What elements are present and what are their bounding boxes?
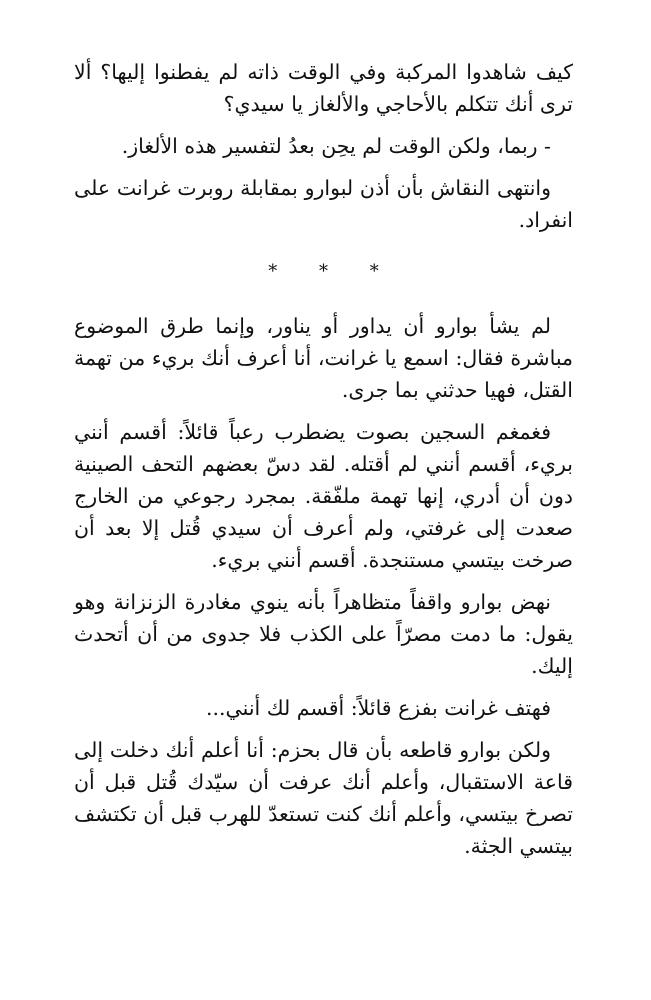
paragraph-5: فغمغم السجين بصوت يضطرب رعباً قائلاً: أقسم أنني بريء، أقسم أنني لم أقتله. لقد دسّ بعضهم التحف الصينية دون أن أدري، إنها تهمة ملفّقة. بمجرد رجوعي من الخارج صعدت إلى غرفتي، ولم أعرف أن سيدي قُتل إلا بعد أن صرخت بيتسي مستنجدة. أقسم أنني بريء. bbox=[74, 420, 573, 572]
paragraph-4: لم يشأ بوارو أن يداور أو يناور، وإنما طرق الموضوع مباشرة فقال: اسمع يا غرانت، أنا أعرف أنك بريء من تهمة القتل، فهيا حدثني بما جرى. bbox=[74, 314, 573, 402]
paragraph-1: كيف شاهدوا المركبة وفي الوقت ذاته لم يفطنوا إليها؟ ألا ترى أنك تتكلم بالأحاجي والألغاز يا سيدي؟ bbox=[74, 60, 573, 116]
paragraph-3: وانتهى النقاش بأن أذن لبوارو بمقابلة روبرت غرانت على انفراد. bbox=[74, 176, 573, 232]
paragraph-6: نهض بوارو واقفاً متظاهراً بأنه ينوي مغادرة الزنزانة وهو يقول: ما دمت مصرّاً على الكذب فلا جدوى من أن أتحدث إليك. bbox=[74, 590, 573, 678]
paragraph-2-dialogue: - ربما، ولكن الوقت لم يحِن بعدُ لتفسير هذه الألغاز. bbox=[121, 134, 551, 158]
section-separator: * * * bbox=[268, 261, 397, 282]
paragraph-8: ولكن بوارو قاطعه بأن قال بحزم: أنا أعلم أنك دخلت إلى قاعة الاستقبال، وأعلم أنك عرفت أن سيّدك قُتل قبل أن تصرخ بيتسي، وأعلم أنك كنت تستعدّ للهرب قبل أن تكتشف بيتسي الجثة. bbox=[74, 738, 573, 858]
paragraph-7: فهتف غرانت بفزع قائلاً: أقسم لك أنني... bbox=[206, 696, 551, 720]
